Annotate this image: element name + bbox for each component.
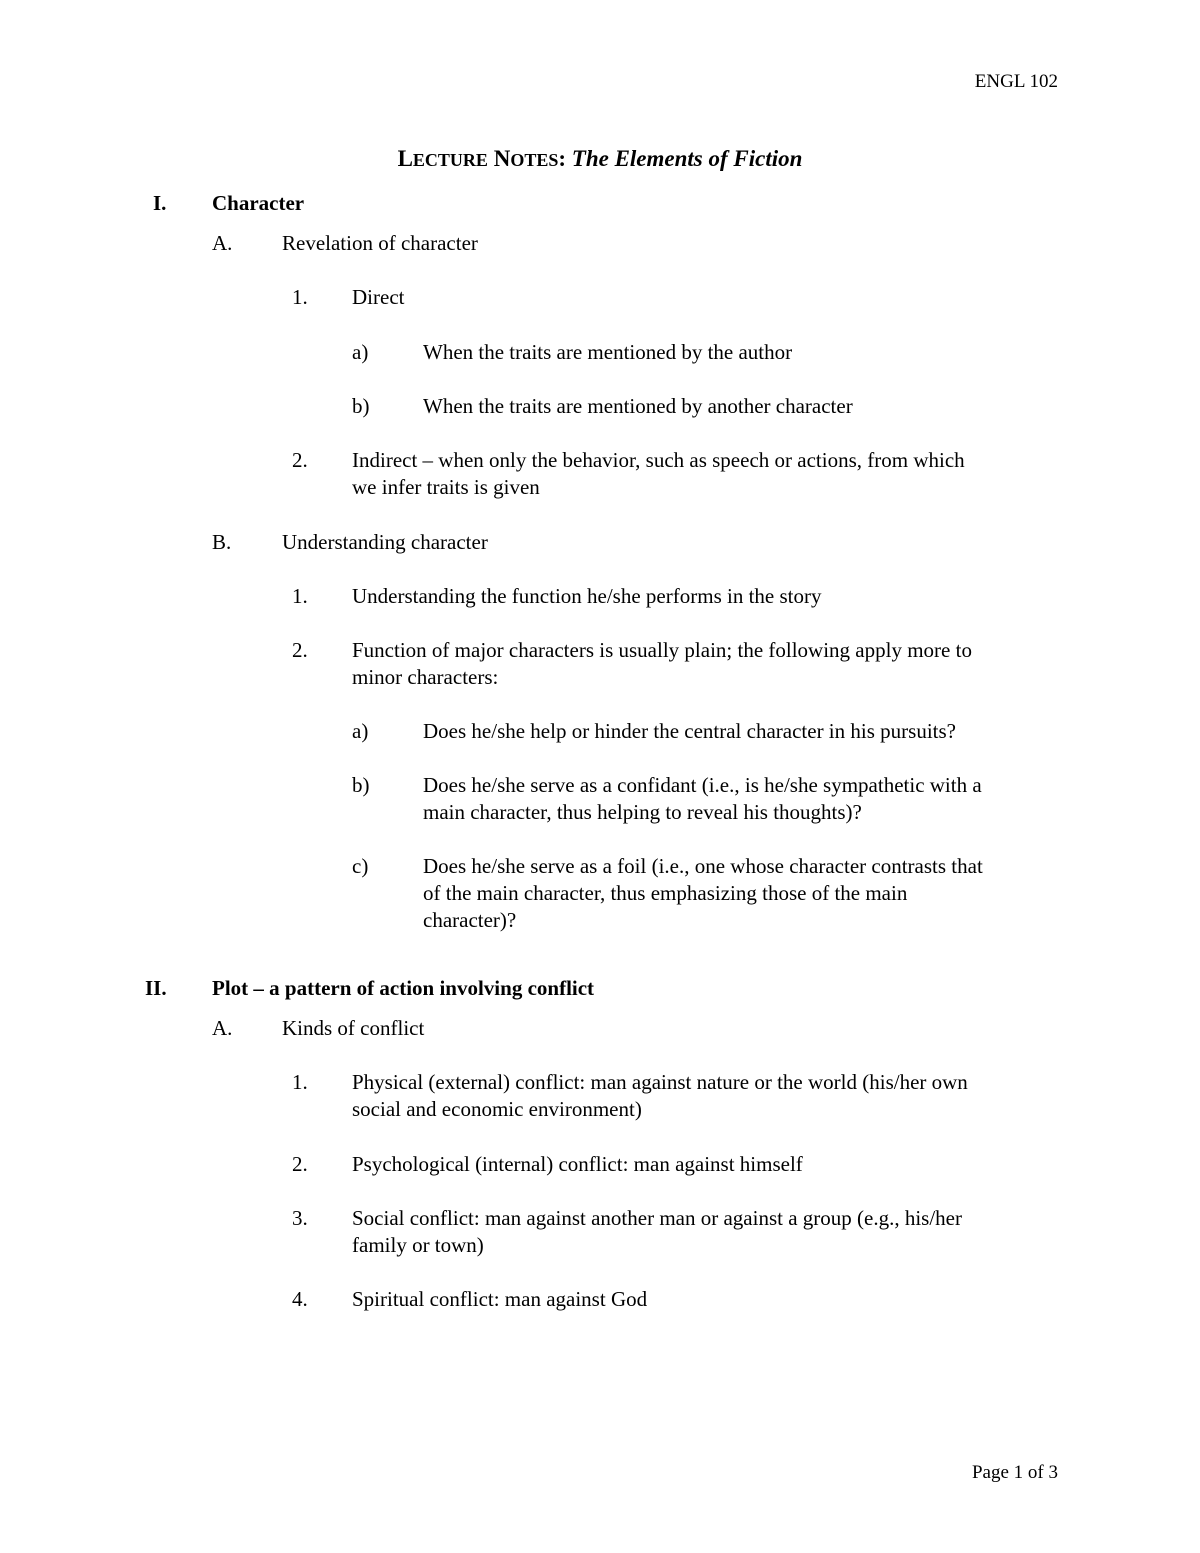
- outline-text-line3: character)?: [423, 908, 517, 932]
- outline-marker: 1.: [292, 584, 308, 608]
- outline-text-line1: Does he/she serve as a foil (i.e., one whose character contrasts that: [423, 854, 983, 878]
- outline-text: Spiritual conflict: man against God: [352, 1287, 648, 1311]
- section-1-heading: Character: [212, 191, 305, 215]
- section-2-number: II.: [145, 976, 167, 1000]
- title-cap-n: N: [493, 146, 511, 171]
- section-1-number: I.: [153, 191, 167, 215]
- outline-text-line2: family or town): [352, 1233, 484, 1257]
- outline-marker: 2.: [292, 638, 308, 662]
- title-rest-ecture: ECTURE: [412, 150, 488, 170]
- outline-marker: A.: [212, 231, 233, 255]
- outline-text-line1: Does he/she serve as a confidant (i.e., is he/she sympathetic with a: [423, 773, 982, 797]
- outline-marker: B.: [212, 530, 232, 554]
- page-title: [0, 145, 1200, 174]
- outline-text-line2: we infer traits is given: [352, 475, 540, 499]
- outline-text-line2: minor characters:: [352, 665, 499, 689]
- outline-text: When the traits are mentioned by another character: [423, 394, 853, 418]
- section-2-heading: Plot – a pattern of action involving conflict: [212, 976, 595, 1000]
- outline-marker: 1.: [292, 1070, 308, 1094]
- outline-marker: a): [352, 340, 369, 364]
- outline-text-line1: Physical (external) conflict: man against nature or the world (his/her own: [352, 1070, 968, 1094]
- outline-text-line2: of the main character, thus emphasizing those of the main: [423, 881, 908, 905]
- outline-text: Understanding character: [282, 530, 488, 554]
- outline-text: When the traits are mentioned by the author: [423, 340, 793, 364]
- outline-marker: A.: [212, 1016, 233, 1040]
- outline-text-line1: Indirect – when only the behavior, such as speech or actions, from which: [352, 448, 965, 472]
- outline-marker: 1.: [292, 285, 308, 309]
- outline-marker: 4.: [292, 1287, 308, 1311]
- outline-marker: a): [352, 719, 369, 743]
- outline-text-line2: main character, thus helping to reveal his thoughts)?: [423, 800, 862, 824]
- outline-text: Kinds of conflict: [282, 1016, 425, 1040]
- outline-marker: 2.: [292, 448, 308, 472]
- outline-marker: 3.: [292, 1206, 308, 1230]
- outline-text: Revelation of character: [282, 231, 478, 255]
- outline-marker: c): [352, 854, 369, 878]
- outline-text: Understanding the function he/she performs in the story: [352, 584, 822, 608]
- title-colon: :: [558, 146, 567, 171]
- outline-text: Psychological (internal) conflict: man against himself: [352, 1152, 803, 1176]
- outline-text-line1: Social conflict: man against another man or against a group (e.g., his/her: [352, 1206, 962, 1230]
- outline-marker: b): [352, 773, 370, 797]
- outline-text: Does he/she help or hinder the central character in his pursuits?: [423, 719, 956, 743]
- outline-text-line1: Function of major characters is usually plain; the following apply more to: [352, 638, 972, 662]
- title-cap-l: L: [397, 146, 413, 171]
- course-header: ENGL 102: [974, 71, 1058, 92]
- outline-marker: b): [352, 394, 370, 418]
- outline-text-line2: social and economic environment): [352, 1097, 642, 1121]
- title-subtitle: The Elements of Fiction: [571, 146, 803, 171]
- outline-text: Direct: [352, 285, 405, 309]
- page-number: Page 1 of 3: [971, 1462, 1058, 1483]
- outline-marker: 2.: [292, 1152, 308, 1176]
- title-rest-otes: OTES: [510, 150, 559, 170]
